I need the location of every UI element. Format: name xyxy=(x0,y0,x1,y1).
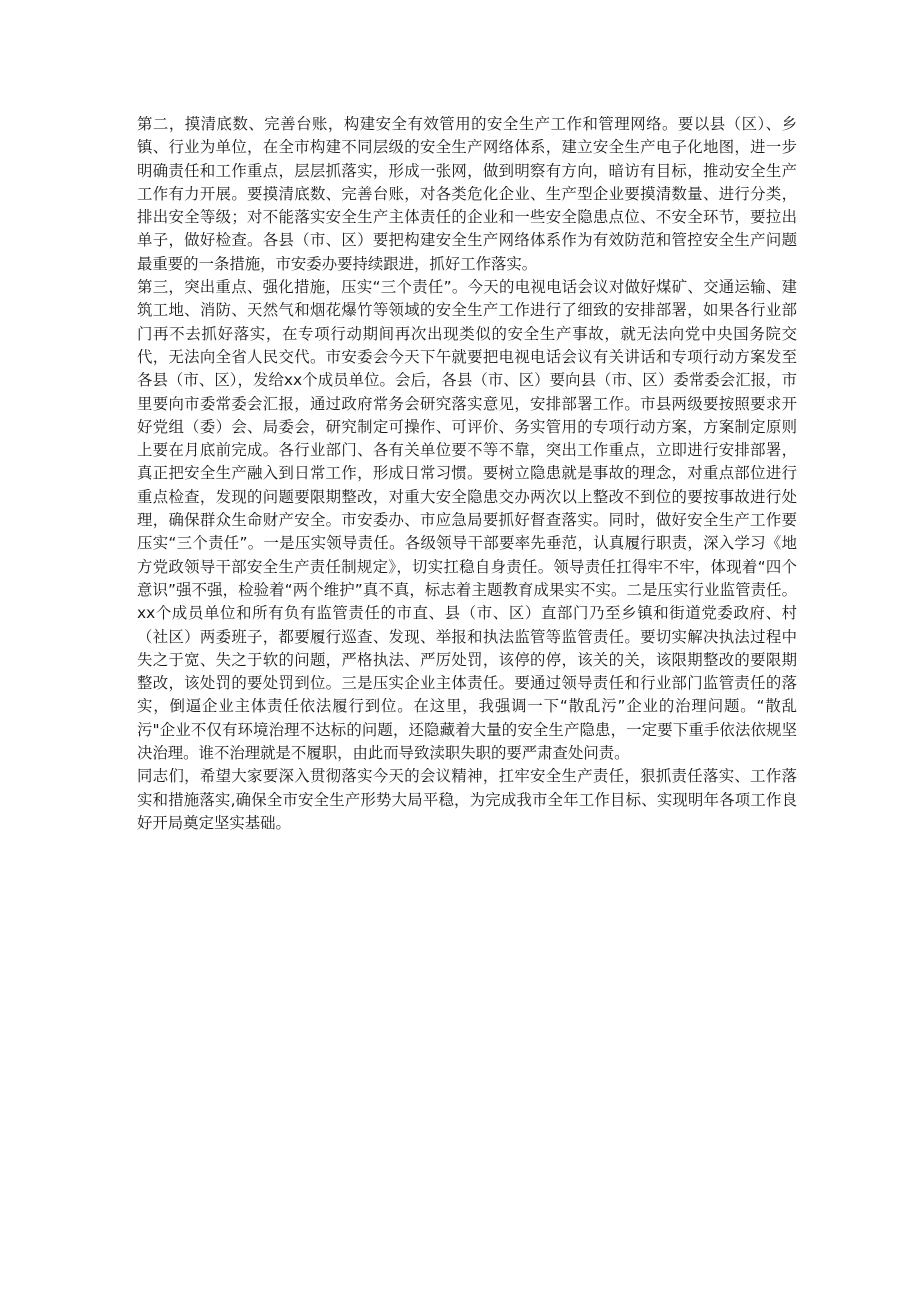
paragraph-second-point: 第二，摸清底数、完善台账，构建安全有效管用的安全生产工作和管理网络。要以县（区）、乡镇、行业为单位，在全市构建不同层级的安全生产网络体系，建立安全生产电子化地图，进一步明确责任和工作重点，层层抓落实，形成一张网，做到明察有方向，暗访有目标，推动安全生产工作有力开展。要摸清底数、完善台账，对各类危化企业、生产型企业要摸清数量、进行分类，排出安全等级；对不能落实安全生产主体责任的企业和一些安全隐患点位、不安全环节，要拉出单子，做好检查。各县（市、区）要把构建安全生产网络体系作为有效防范和管控安全生产问题最重要的一条措施，市安委办要持续跟进，抓好工作落实。 xyxy=(137,115,797,273)
paragraph-closing: 同志们，希望大家要深入贯彻落实今天的会议精神，扛牢安全生产责任，狠抓责任落实、工作落实和措施落实,确保全市安全生产形势大局平稳，为完成我市全年工作目标、实现明年各项工作良好开局奠定坚实基础。 xyxy=(137,767,797,832)
document-body xyxy=(137,113,797,835)
paragraph-third-point: 第三，突出重点、强化措施，压实“三个责任”。今天的电视电话会议对做好煤矿、交通运输、建筑工地、消防、天然气和烟花爆竹等领域的安全生产工作进行了细致的安排部署，如果各行业部门再不去抓好落实，在专项行动期间再次出现类似的安全生产事故，就无法向党中央国务院交代，无法向全省人民交代。市安委会今天下午就要把电视电话会议有关讲话和专项行动方案发至各县（市、区），发给xx个成员单位。会后，各县（市、区）要向县（市、区）委常委会汇报，市里要向市委常委会汇报，通过政府常务会研究落实意见，安排部署工作。市县两级要按照要求开好党组（委）会、局委会，研究制定可操作、可评价、务实管用的专项行动方案，方案制定原则上要在月底前完成。各行业部门、各有关单位要不等不靠，突出工作重点，立即进行安排部署，真正把安全生产融入到日常工作，形成日常习惯。要树立隐患就是事故的理念，对重点部位进行重点检查，发现的问题要限期整改，对重大安全隐患交办两次以上整改不到位的要按事故进行处理，确保群众生命财产安全。市安委办、市应急局要抓好督查落实。同时，做好安全生产工作要压实“三个责任”。一是压实领导责任。各级领导干部要率先垂范，认真履行职责，深入学习《地方党政领导干部安全生产责任制规定》，切实扛稳自身责任。领导责任扛得牢不牢，体现着“四个意识”强不强，检验着“两个维护”真不真，标志着主题教育成果实不实。二是压实行业监管责任。xx个成员单位和所有负有监管责任的市直、县（市、区）直部门乃至乡镇和街道党委政府、村（社区）两委班子，都要履行巡查、发现、举报和执法监管等监管责任。要切实解决执法过程中失之于宽、失之于软的问题，严格执法、严厉处罚，该停的停，该关的关，该限期整改的要限期整改，该处罚的要处罚到位。三是压实企业主体责任。要通过领导责任和行业部门监管责任的落实，倒逼企业主体责任依法履行到位。在这里，我强调一下“散乱污”企业的治理问题。“散乱污"企业不仅有环境治理不达标的问题，还隐藏着大量的安全生产隐患，一定要下重手依法依规坚决治理。谁不治理就是不履职，由此而导致渎职失职的要严肃查处问责。 xyxy=(137,278,797,763)
